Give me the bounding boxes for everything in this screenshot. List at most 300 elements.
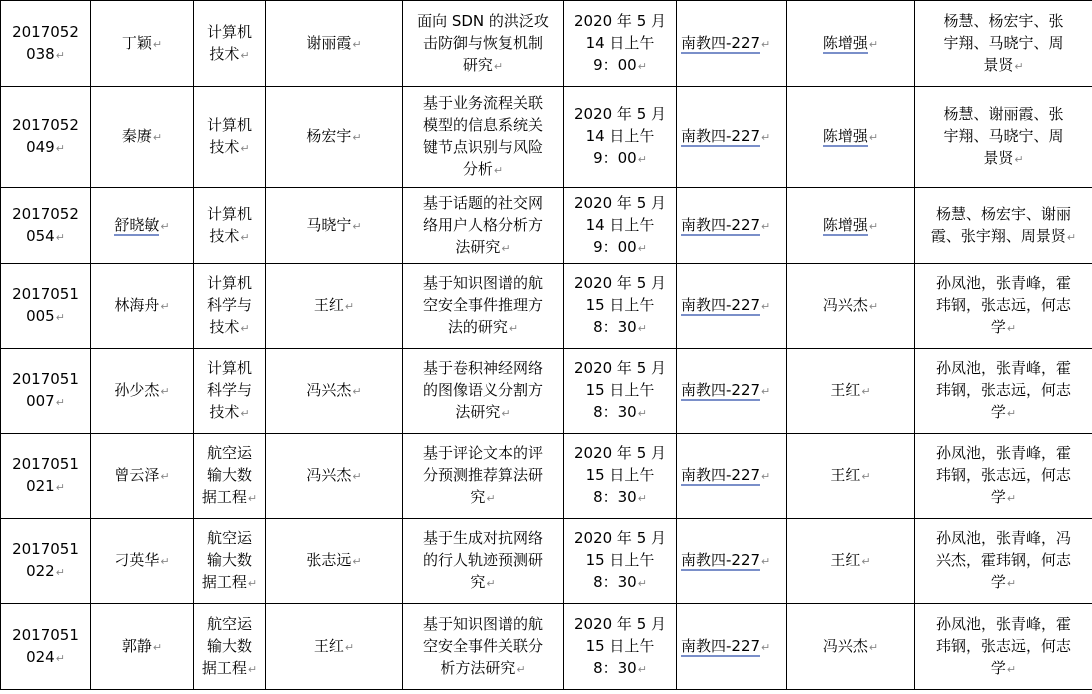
student-id-line — [5, 114, 86, 136]
committee-line — [919, 10, 1088, 32]
major-line — [198, 136, 261, 160]
advisor-cell — [266, 1, 403, 87]
student-id-cell — [1, 87, 91, 188]
major-cell — [194, 1, 266, 87]
thesis-title: 模型的信息系统关 — [422, 116, 543, 134]
paragraph-mark-icon: ↵ — [761, 219, 771, 233]
advisor-name: 张志远 — [306, 551, 352, 569]
thesis-title-cell — [403, 349, 564, 434]
advisor-name: 谢丽霞 — [306, 33, 352, 52]
committee-line — [919, 571, 1088, 595]
committee: 孙凤池，张青峰，霍 — [935, 614, 1071, 633]
advisor-cell — [266, 604, 403, 690]
paragraph-mark-icon: ↵ — [637, 153, 647, 166]
committee: 学 — [990, 658, 1006, 677]
paragraph-mark-icon: ↵ — [868, 640, 879, 654]
room: 南教四-227 — [681, 466, 761, 484]
committee-cell — [915, 519, 1092, 604]
student-id-line — [5, 624, 86, 646]
committee-line — [919, 203, 1088, 225]
paragraph-mark-icon: ↵ — [501, 407, 511, 420]
chair-cell — [787, 188, 915, 264]
paragraph-mark-icon: ↵ — [486, 577, 496, 590]
advisor-cell — [266, 188, 403, 264]
student-id-part: 007 — [26, 392, 55, 410]
committee-line — [919, 464, 1088, 486]
paragraph-mark-icon: ↵ — [344, 300, 355, 313]
defense-time-line — [568, 147, 672, 171]
committee-line — [919, 125, 1088, 147]
thesis-title-line — [407, 527, 559, 549]
thesis-title: 基于卷积神经网络 — [422, 359, 543, 377]
major-cell — [194, 604, 266, 690]
thesis-title-line — [407, 442, 559, 464]
paragraph-mark-icon: ↵ — [868, 300, 879, 313]
chair-name: 王红 — [830, 381, 861, 399]
thesis-title-line — [407, 316, 559, 340]
thesis-title: 基于话题的社交网 — [422, 193, 543, 212]
chair-cell — [787, 349, 915, 434]
defense-time: 15 日上午 — [585, 636, 655, 655]
committee-line — [919, 379, 1088, 401]
room: 南教四-227 — [681, 296, 761, 314]
room: 南教四-227 — [681, 33, 761, 52]
advisor-cell — [266, 264, 403, 349]
paragraph-mark-icon: ↵ — [501, 241, 511, 255]
student-id-line — [5, 283, 86, 305]
thesis-title: 的行人轨迹预测研 — [422, 551, 543, 569]
defense-time-line — [568, 527, 672, 549]
defense-time-line — [568, 635, 672, 657]
student-name-cell — [91, 604, 194, 690]
major: 据工程 — [201, 658, 247, 677]
table-row — [1, 434, 1092, 519]
thesis-title-cell — [403, 434, 564, 519]
paragraph-mark-icon: ↵ — [1066, 230, 1077, 244]
thesis-title: 分析 — [462, 160, 493, 178]
chair-name: 冯兴杰 — [822, 636, 868, 655]
chair-cell — [787, 264, 915, 349]
thesis-title-line — [407, 272, 559, 294]
student-id-cell — [1, 349, 91, 434]
student-id-line — [5, 225, 86, 249]
paragraph-mark-icon: ↵ — [637, 59, 647, 73]
committee-line — [919, 486, 1088, 510]
major-line — [198, 316, 261, 340]
paragraph-mark-icon: ↵ — [160, 219, 170, 233]
table-row — [1, 1, 1092, 87]
student-name-cell — [91, 519, 194, 604]
committee-line — [919, 54, 1088, 78]
defense-time-line — [568, 236, 672, 260]
paragraph-mark-icon: ↵ — [160, 555, 170, 568]
student-id-cell — [1, 519, 91, 604]
paragraph-mark-icon: ↵ — [493, 59, 504, 73]
major-line — [198, 549, 261, 571]
committee-cell — [915, 87, 1092, 188]
student-id-cell — [1, 604, 91, 690]
major: 技术 — [209, 138, 240, 156]
paragraph-mark-icon: ↵ — [486, 492, 496, 505]
student-id-part: 005 — [26, 307, 55, 325]
chair-name: 王红 — [830, 466, 861, 484]
defense-time-cell — [564, 604, 677, 690]
defense-time: 8：30 — [593, 573, 637, 591]
major: 计算机 — [206, 359, 252, 377]
student-id-part: 049 — [26, 138, 55, 156]
defense-time-line — [568, 379, 672, 401]
room-cell — [677, 1, 787, 87]
major-line — [198, 635, 261, 657]
table-row — [1, 264, 1092, 349]
chair-cell — [787, 519, 915, 604]
paragraph-mark-icon: ↵ — [1006, 577, 1017, 590]
student-id-part: 2017052 — [12, 22, 79, 41]
paragraph-mark-icon: ↵ — [493, 164, 504, 177]
room-cell — [677, 604, 787, 690]
room: 南教四-227 — [681, 636, 761, 655]
paragraph-mark-icon: ↵ — [247, 662, 258, 676]
defense-time-line — [568, 214, 672, 236]
thesis-title-cell — [403, 1, 564, 87]
paragraph-mark-icon: ↵ — [152, 640, 163, 654]
defense-time: 14 日上午 — [585, 215, 655, 234]
committee: 孙凤池，张青峰，冯 — [935, 529, 1071, 547]
thesis-title-line — [407, 54, 559, 78]
major-line — [198, 43, 261, 67]
thesis-title: 究 — [470, 488, 486, 506]
paragraph-mark-icon: ↵ — [352, 219, 362, 233]
paragraph-mark-icon: ↵ — [352, 470, 362, 483]
room-cell — [677, 434, 787, 519]
committee: 学 — [990, 403, 1006, 421]
thesis-title: 的图像语义分割方 — [422, 381, 543, 399]
paragraph-mark-icon: ↵ — [55, 396, 65, 409]
thesis-title: 分预测推荐算法研 — [422, 466, 543, 484]
chair-cell — [787, 604, 915, 690]
major-line — [198, 225, 261, 249]
major: 计算机 — [206, 274, 252, 292]
major: 计算机 — [206, 204, 252, 223]
chair-name: 王红 — [830, 551, 861, 569]
thesis-title: 键节点识别与风险 — [422, 138, 543, 156]
student-name: 舒晓敏 — [114, 215, 160, 234]
advisor-name: 冯兴杰 — [306, 381, 352, 399]
paragraph-mark-icon: ↵ — [352, 131, 362, 144]
thesis-title-line — [407, 613, 559, 635]
thesis-title-line — [407, 236, 559, 260]
committee: 玮钢，张志远，何志 — [935, 636, 1071, 655]
defense-time-cell — [564, 349, 677, 434]
committee-line — [919, 527, 1088, 549]
student-id-cell — [1, 264, 91, 349]
defense-time: 2020 年 5 月 — [573, 193, 667, 212]
paragraph-mark-icon: ↵ — [1014, 59, 1024, 73]
student-name-cell — [91, 264, 194, 349]
committee: 学 — [990, 573, 1006, 591]
major: 航空运 — [206, 529, 252, 547]
table-row — [1, 604, 1092, 690]
major: 输大数 — [206, 466, 252, 484]
student-id-line — [5, 453, 86, 475]
defense-time-line — [568, 486, 672, 510]
student-id-part: 2017052 — [12, 204, 79, 223]
paragraph-mark-icon: ↵ — [637, 241, 647, 255]
committee: 玮钢，张志远，何志 — [935, 381, 1071, 399]
committee: 学 — [990, 488, 1006, 506]
committee: 杨慧、杨宏宇、张 — [943, 11, 1064, 30]
paragraph-mark-icon: ↵ — [55, 481, 65, 494]
paragraph-mark-icon: ↵ — [240, 48, 250, 62]
thesis-title-line — [407, 214, 559, 236]
committee: 孙凤池，张青峰，霍 — [935, 274, 1071, 292]
thesis-title-line — [407, 294, 559, 316]
defense-time: 9：00 — [593, 55, 637, 74]
paragraph-mark-icon: ↵ — [868, 37, 879, 51]
thesis-title-cell — [403, 519, 564, 604]
student-name-cell — [91, 1, 194, 87]
major: 输大数 — [206, 551, 252, 569]
paragraph-mark-icon: ↵ — [247, 492, 258, 505]
room: 南教四-227 — [681, 381, 761, 399]
defense-time-line — [568, 32, 672, 54]
paragraph-mark-icon: ↵ — [152, 37, 163, 51]
committee-line — [919, 442, 1088, 464]
student-name: 丁颖 — [121, 33, 152, 52]
defense-time-line — [568, 357, 672, 379]
advisor-cell — [266, 87, 403, 188]
paragraph-mark-icon: ↵ — [761, 131, 771, 144]
defense-time-cell — [564, 87, 677, 188]
major: 技术 — [209, 226, 240, 245]
defense-time: 2020 年 5 月 — [573, 529, 667, 547]
chair-cell — [787, 87, 915, 188]
chair-cell — [787, 1, 915, 87]
defense-time: 2020 年 5 月 — [573, 614, 667, 633]
thesis-title-line — [407, 379, 559, 401]
thesis-title: 空安全事件关联分 — [422, 636, 543, 655]
paragraph-mark-icon: ↵ — [637, 322, 647, 335]
thesis-title-cell — [403, 264, 564, 349]
paragraph-mark-icon: ↵ — [637, 577, 647, 590]
defense-time-line — [568, 401, 672, 425]
chair-name: 陈增强 — [822, 127, 868, 145]
defense-time-cell — [564, 264, 677, 349]
major: 计算机 — [206, 22, 252, 41]
student-id-part: 2017051 — [12, 285, 79, 303]
thesis-title: 法研究 — [455, 237, 501, 256]
room: 南教四-227 — [681, 215, 761, 234]
major: 科学与 — [206, 381, 252, 399]
defense-time: 8：30 — [593, 658, 637, 677]
committee-cell — [915, 604, 1092, 690]
paragraph-mark-icon: ↵ — [761, 37, 771, 51]
chair-name: 陈增强 — [822, 33, 868, 52]
committee-line — [919, 657, 1088, 681]
major-line — [198, 486, 261, 510]
paragraph-mark-icon: ↵ — [508, 322, 519, 335]
major: 航空运 — [206, 614, 252, 633]
committee-cell — [915, 188, 1092, 264]
major-line — [198, 442, 261, 464]
advisor-cell — [266, 519, 403, 604]
paragraph-mark-icon: ↵ — [861, 385, 871, 398]
room-cell — [677, 188, 787, 264]
major: 据工程 — [201, 488, 247, 506]
student-id-part: 2017051 — [12, 625, 79, 644]
major: 输大数 — [206, 636, 252, 655]
paragraph-mark-icon: ↵ — [1006, 662, 1017, 676]
defense-time-line — [568, 272, 672, 294]
defense-time: 2020 年 5 月 — [573, 444, 667, 462]
student-id-line — [5, 475, 86, 499]
thesis-title: 击防御与恢复机制 — [422, 33, 543, 52]
committee-line — [919, 225, 1088, 249]
student-name: 秦赓 — [121, 127, 152, 145]
thesis-title-line — [407, 549, 559, 571]
major: 技术 — [209, 318, 240, 336]
defense-time-cell — [564, 1, 677, 87]
paragraph-mark-icon: ↵ — [761, 385, 771, 398]
major: 计算机 — [206, 116, 252, 134]
room-cell — [677, 519, 787, 604]
paragraph-mark-icon: ↵ — [761, 470, 771, 483]
thesis-title-line — [407, 92, 559, 114]
committee-cell — [915, 264, 1092, 349]
paragraph-mark-icon: ↵ — [55, 48, 65, 62]
paragraph-mark-icon: ↵ — [637, 407, 647, 420]
student-id-line — [5, 368, 86, 390]
defense-time: 8：30 — [593, 403, 637, 421]
thesis-title: 基于生成对抗网络 — [422, 529, 543, 547]
paragraph-mark-icon: ↵ — [861, 555, 871, 568]
major-line — [198, 294, 261, 316]
thesis-title: 基于业务流程关联 — [422, 94, 543, 112]
defense-time: 2020 年 5 月 — [573, 274, 667, 292]
thesis-title: 基于知识图谱的航 — [422, 614, 543, 633]
paragraph-mark-icon: ↵ — [55, 142, 65, 155]
committee: 孙凤池，张青峰，霍 — [935, 359, 1071, 377]
student-id-line — [5, 538, 86, 560]
thesis-title-line — [407, 401, 559, 425]
thesis-title-line — [407, 192, 559, 214]
paragraph-mark-icon: ↵ — [240, 142, 250, 155]
advisor-name: 马晓宁 — [306, 215, 352, 234]
committee: 孙凤池，张青峰，霍 — [935, 444, 1071, 462]
chair-cell — [787, 434, 915, 519]
defense-time-cell — [564, 188, 677, 264]
paragraph-mark-icon: ↵ — [160, 470, 170, 483]
table-row — [1, 87, 1092, 188]
defense-time-line — [568, 613, 672, 635]
room-cell — [677, 87, 787, 188]
major-line — [198, 527, 261, 549]
table-row — [1, 349, 1092, 434]
chair-name: 冯兴杰 — [822, 296, 868, 314]
paragraph-mark-icon: ↵ — [55, 230, 65, 244]
student-id-part: 021 — [26, 477, 55, 495]
defense-time-line — [568, 54, 672, 78]
committee-line — [919, 32, 1088, 54]
defense-time: 15 日上午 — [585, 466, 655, 484]
paragraph-mark-icon: ↵ — [861, 470, 871, 483]
major-cell — [194, 434, 266, 519]
committee: 兴杰，霍玮钢，何志 — [935, 551, 1071, 569]
paragraph-mark-icon: ↵ — [1014, 153, 1024, 166]
major-line — [198, 464, 261, 486]
defense-time-line — [568, 103, 672, 125]
defense-time-line — [568, 125, 672, 147]
major-cell — [194, 349, 266, 434]
student-id-cell — [1, 1, 91, 87]
defense-time: 8：30 — [593, 488, 637, 506]
committee: 宇翔、马晓宁、周 — [943, 127, 1064, 145]
defense-time: 2020 年 5 月 — [573, 105, 667, 123]
paragraph-mark-icon: ↵ — [1006, 492, 1017, 505]
committee: 杨慧、杨宏宇、谢丽 — [935, 204, 1071, 223]
defense-time-line — [568, 442, 672, 464]
student-name: 孙少杰 — [114, 381, 160, 399]
student-id-part: 2017051 — [12, 540, 79, 558]
student-id-line — [5, 21, 86, 43]
paragraph-mark-icon: ↵ — [868, 219, 879, 233]
defense-time-cell — [564, 434, 677, 519]
thesis-title-line — [407, 486, 559, 510]
student-id-line — [5, 646, 86, 670]
defense-time: 2020 年 5 月 — [573, 359, 667, 377]
student-id-cell — [1, 434, 91, 519]
major-cell — [194, 87, 266, 188]
paragraph-mark-icon: ↵ — [868, 131, 879, 144]
committee: 霞、张宇翔、周景贤 — [930, 226, 1066, 245]
student-id-cell — [1, 188, 91, 264]
paragraph-mark-icon: ↵ — [240, 322, 250, 335]
paragraph-mark-icon: ↵ — [637, 492, 647, 505]
defense-time-line — [568, 549, 672, 571]
thesis-title-line — [407, 114, 559, 136]
major-line — [198, 114, 261, 136]
paragraph-mark-icon: ↵ — [240, 407, 250, 420]
committee-line — [919, 613, 1088, 635]
major: 航空运 — [206, 444, 252, 462]
committee-line — [919, 147, 1088, 171]
student-name: 刁英华 — [114, 551, 160, 569]
committee: 杨慧、谢丽霞、张 — [943, 105, 1064, 123]
paragraph-mark-icon: ↵ — [352, 37, 362, 51]
paragraph-mark-icon: ↵ — [516, 662, 526, 676]
major: 技术 — [209, 44, 240, 63]
paragraph-mark-icon: ↵ — [1006, 322, 1017, 335]
table-row — [1, 519, 1092, 604]
defense-time: 9：00 — [593, 237, 637, 256]
room: 南教四-227 — [681, 127, 761, 145]
committee-line — [919, 549, 1088, 571]
paragraph-mark-icon: ↵ — [637, 662, 647, 676]
student-name: 林海舟 — [114, 296, 160, 314]
paragraph-mark-icon: ↵ — [55, 311, 65, 324]
paragraph-mark-icon: ↵ — [152, 131, 163, 144]
committee: 景贤 — [983, 149, 1014, 167]
defense-time: 2020 年 5 月 — [573, 11, 667, 30]
committee-line — [919, 316, 1088, 340]
room: 南教四-227 — [681, 551, 761, 569]
defense-time-line — [568, 192, 672, 214]
student-id-part: 054 — [26, 226, 55, 245]
defense-time-line — [568, 464, 672, 486]
major-line — [198, 203, 261, 225]
committee: 学 — [990, 318, 1006, 336]
committee-line — [919, 103, 1088, 125]
